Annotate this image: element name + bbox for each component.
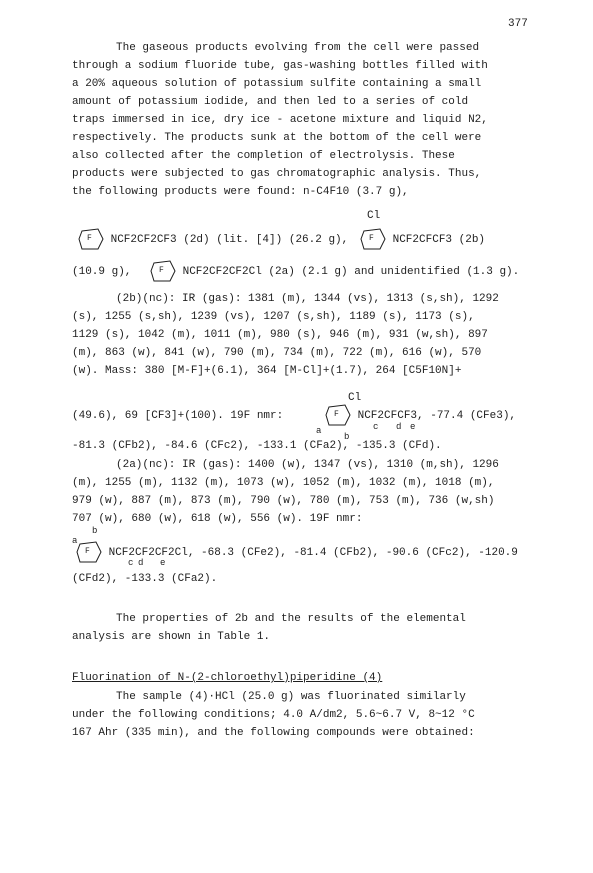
ir-2b-line-1: (2b)(nc): IR (gas): 1381 (m), 1344 (vs), 1313 (s,sh), 1292 [116,293,499,305]
para1-line-2: through a sodium fluoride tube, gas-washing bottles filled with [72,60,488,72]
props-line-2: analysis are shown in Table 1. [72,631,271,643]
para1-line-6: respectively. The products sunk at the bottom of the cell were [72,132,482,144]
compound-2b-text: NCF2CFCF3 (2b) [392,233,486,246]
final-line-3: 167 Ahr (335 min), and the following compounds were obtained: [72,727,475,739]
final-line-2: under the following conditions; 4.0 A/dm2, 5.6~6.7 V, 8~12 °C [72,709,475,721]
position-label-d: d [396,422,402,432]
ring-structure-icon: F [76,540,102,564]
ir-2a-line-4: 707 (w), 680 (w), 618 (w), 556 (w). 19F nmr: [72,513,363,525]
compound-2b-yield: (10.9 g), [72,266,132,278]
position-label-c: c [128,558,134,568]
position-label-e: e [160,558,166,568]
compound-2b-nmr [325,403,516,427]
position-label-c: c [373,422,379,432]
ir-2b-line-5: (w). Mass: 380 [M-F]+(6.1), 364 [M-Cl]+(1.7), 264 [C5F10N]+ [72,365,462,377]
position-label-b: b [344,432,350,442]
position-label-a: a [316,426,322,436]
ring-structure-icon: F [360,227,386,251]
nmr-2b-line-1: (49.6), 69 [CF3]+(100). 19F nmr: [72,410,284,422]
nmr-2b-line-2: -81.3 (CFb2), -84.6 (CFc2), -133.1 (CFa2), -135.3 (CFd). [72,440,442,452]
ir-2b-line-2: (s), 1255 (s,sh), 1239 (vs), 1207 (s,sh), 1189 (s), 1173 (s), [72,311,475,323]
compound-2a-nmr-text: NCF2CF2CF2Cl, -68.3 (CFe2), -81.4 (CFb2), -90.6 (CFc2), -120.9 [108,546,518,559]
nmr-2a-line-2: (CFd2), -133.3 (CFa2). [72,573,218,585]
page-number: 377 [508,18,528,30]
ir-2a-line-1: (2a)(nc): IR (gas): 1400 (w), 1347 (vs), 1310 (m,sh), 1296 [116,459,499,471]
ring-structure-icon: F [150,259,176,283]
compound-2a-text: NCF2CF2CF2Cl (2a) (2.1 g) and unidentified (1.3 g). [182,265,520,278]
para1-line-9: the following products were found: n-C4F10 (3.7 g), [72,186,409,198]
position-label-b: b [92,526,98,536]
compound-2a [150,259,519,283]
props-line-1: The properties of 2b and the results of the elemental [116,613,466,625]
compound-2d-text: NCF2CF2CF3 (2d) (lit. [4]) (26.2 g), [110,233,349,246]
position-label-d: d [138,558,144,568]
para1-line-4: amount of potassium iodide, and then led to a series of cold [72,96,469,108]
ring-structure-icon: F [325,403,351,427]
position-label-e: e [410,422,416,432]
para1-line-1: The gaseous products evolving from the cell were passed [116,42,480,54]
para1-line-7: also collected after the completion of electrolysis. These [72,150,455,162]
para1-line-3: a 20% aqueous solution of potassium sulfite containing a small [72,78,482,90]
para1-line-8: products were subjected to gas chromatographic analysis. Thus, [72,168,482,180]
compound-2b [360,227,485,251]
cl-label: Cl [367,210,381,222]
position-label-a: a [72,536,78,546]
ring-structure-icon: F [78,227,104,251]
ir-2a-line-3: 979 (w), 887 (m), 873 (m), 790 (w), 780 (m), 753 (m), 736 (w,sh) [72,495,495,507]
final-line-1: The sample (4)·HCl (25.0 g) was fluorinated similarly [116,691,466,703]
compound-2b-nmr-text: NCF2CFCF3, -77.4 (CFe3), [357,409,517,422]
para1-line-5: traps immersed in ice, dry ice - acetone mixture and liquid N2, [72,114,488,126]
compound-2d [78,227,348,251]
ir-2b-line-3: 1129 (s), 1042 (m), 1011 (m), 980 (s), 946 (m), 931 (w,sh), 897 [72,329,488,341]
cl-label: Cl [348,392,362,404]
section-heading: Fluorination of N-(2-chloroethyl)piperidine (4) [72,672,383,684]
ir-2b-line-4: (m), 863 (w), 841 (w), 790 (m), 734 (m), 722 (m), 616 (w), 570 [72,347,482,359]
ir-2a-line-2: (m), 1255 (m), 1132 (m), 1073 (w), 1052 (m), 1032 (m), 1018 (m), [72,477,495,489]
